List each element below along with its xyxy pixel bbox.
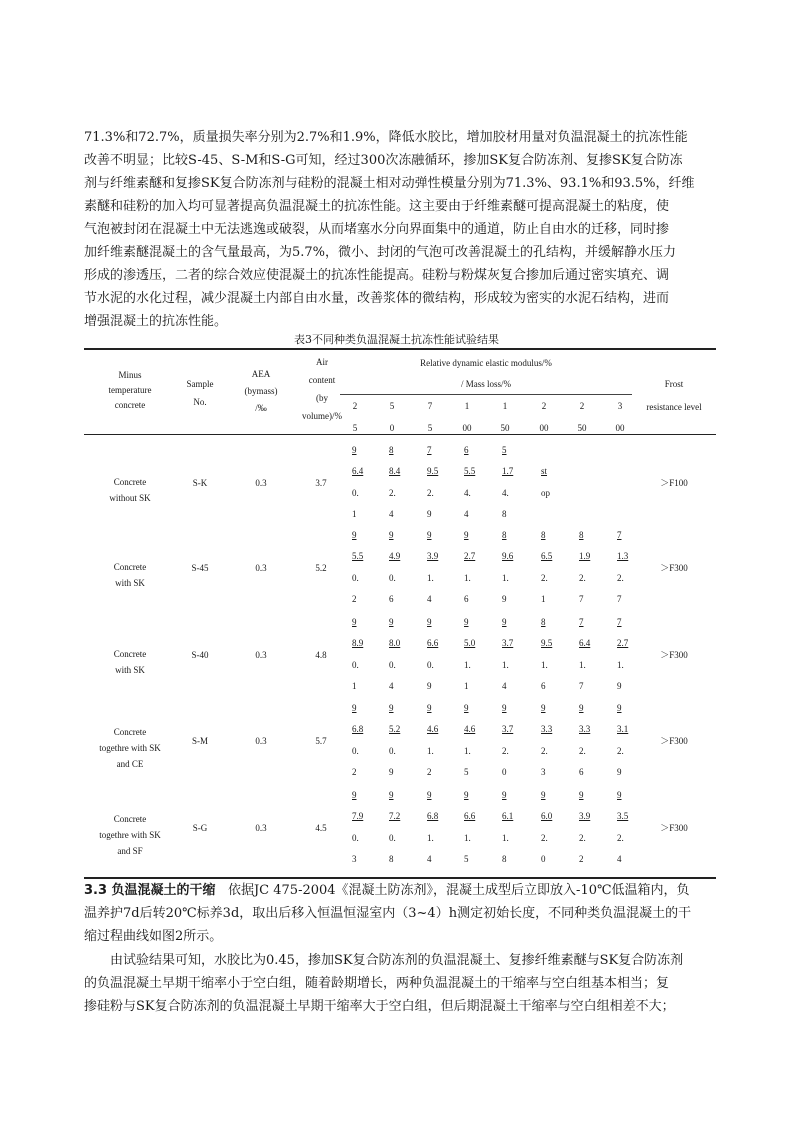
row-value: 6 [464,594,469,604]
row-value: 4. [464,488,471,498]
row-sample: S-45 [191,563,209,573]
paragraph-line: 71.3%和72.7%，质量损失率分别为2.7%和1.9%，降低水胶比，增加胶材用量对负温混凝土的抗冻性能 [84,130,688,145]
row-concrete-name: Concrete [113,477,147,487]
row-value: 0. [389,660,396,670]
row-value: 9 [427,703,432,713]
header-air: content [308,375,336,385]
row-value: 9 [427,509,432,519]
row-value: 3.9 [427,551,439,561]
row-value: 5 [464,767,469,777]
row-value: 4 [502,681,507,691]
row-value: 4.6 [427,724,439,734]
row-value: 9.6 [502,551,514,561]
row-value: 0. [389,746,396,756]
row-value: 3 [352,854,357,864]
row-value: 0. [427,660,434,670]
paragraph-line: 剂与纤维素醚和复掺SK复合防冻剂与硅粉的混凝土相对动弹性模量分别为71.3%、93.1%和93.5%，纤维 [84,176,695,191]
row-value: 8.9 [352,638,364,648]
header-cycle: 00 [539,423,549,433]
row-value: 8 [502,509,507,519]
row-value: 4.9 [389,551,401,561]
header-cycle: 0 [389,423,395,433]
top-paragraph [84,126,716,333]
header-cycle: 1 [464,401,470,411]
row-value: 9 [389,617,394,627]
row-value: 6.0 [541,811,553,821]
row-value: 9 [541,703,546,713]
row-value: 4.6 [464,724,476,734]
row-sample: S-K [192,478,208,488]
row-sample: S-G [192,823,208,833]
paragraph-line: 改善不明显；比较S-45、S-M和S-G可知，经过300次冻融循环，掺加SK复合防冻剂、复掺SK复合防冻 [84,153,683,168]
row-value: 6.4 [579,638,591,648]
row-value: 2. [427,488,434,498]
row-aea: 0.3 [255,736,267,746]
row-value: 9 [352,445,357,455]
row-value: 4 [617,854,622,864]
row-value: 2. [541,746,548,756]
row-concrete-name: togethre with SK [99,743,161,753]
header-cycle: 5 [427,423,433,433]
header-cycle: 00 [462,423,472,433]
row-aea: 0.3 [255,563,267,573]
row-value: 1. [464,573,471,583]
row-value: 8 [579,530,584,540]
row-value: 1 [541,594,546,604]
row-value: 5.2 [389,724,401,734]
row-concrete-name: and CE [116,759,144,769]
row-value: 8.4 [389,466,401,476]
row-value: 5 [464,854,469,864]
row-value: 4. [502,488,509,498]
header-aea: AEA [251,369,271,379]
header-cycle: 2 [352,401,358,411]
bottom-line-1: 由试验结果可知，水胶比为0.45，掺加SK复合防冻剂的负温混凝土、复掺纤维素醚与SK复合防冻剂 [110,953,684,968]
row-value: 9 [502,594,507,604]
bottom-paragraph [84,949,716,1018]
header-cycle: 50 [500,423,510,433]
row-frost-level: ＞F300 [660,563,688,573]
row-value: 1. [464,660,471,670]
row-value: 0 [502,767,507,777]
row-value: 1. [502,660,509,670]
row-frost-level: ＞F100 [660,478,688,488]
row-value: 1. [427,573,434,583]
row-value: 1. [502,833,509,843]
row-value: 6.5 [541,551,553,561]
header-frost: Frost [664,379,684,389]
row-value: 6.1 [502,811,514,821]
row-value: 5.5 [352,551,364,561]
header-cycle: 2 [541,401,547,411]
row-value: 8 [541,617,546,627]
header-air: (by [316,393,328,403]
row-value: st [541,466,548,476]
section-line-2: 温养护7d后转20℃标养3d，取出后移入恒温恒湿室内（3~4）h测定初始长度，不同种类负温混凝土的干 [84,906,692,921]
row-value: 9 [389,703,394,713]
header-rdem: Relative dynamic elastic modulus/% [420,358,552,368]
row-concrete-name: with SK [115,578,145,588]
row-value: 6 [541,681,546,691]
table-header-rule [84,434,716,435]
row-value: 1.9 [579,551,591,561]
row-value: 8 [389,445,394,455]
row-value: op [541,488,550,498]
row-concrete-name: Concrete [113,562,147,572]
row-value: 1 [352,681,357,691]
row-value: 9 [427,617,432,627]
row-value: 9 [427,681,432,691]
row-value: 9 [389,767,394,777]
row-value: 6 [389,594,394,604]
row-concrete-name: togethre with SK [99,830,161,840]
header-cycle: 1 [502,401,508,411]
row-value: 8 [541,530,546,540]
row-value: 1.3 [617,551,629,561]
row-value: 7 [579,681,584,691]
header-cycle: 5 [352,423,358,433]
header-cycle: 00 [615,423,625,433]
row-value: 7 [427,445,432,455]
row-value: 9 [352,530,357,540]
row-value: 7 [579,594,584,604]
row-aea: 0.3 [255,650,267,660]
row-aea: 0.3 [255,823,267,833]
paragraph-line: 气泡被封闭在混凝土中无法逃逸或破裂，从而堵塞水分向界面集中的通道，防止自由水的迁移，同时掺 [84,222,670,237]
row-air: 4.8 [315,650,327,660]
row-value: 0. [352,488,359,498]
row-value: 3.1 [617,724,629,734]
header-concrete: concrete [114,400,146,410]
row-value: 9 [427,530,432,540]
row-value: 7.9 [352,811,364,821]
header-sample: Sample [186,379,214,389]
row-value: 2. [579,833,586,843]
row-sample: S-40 [191,650,209,660]
row-value: 2 [352,767,357,777]
row-frost-level: ＞F300 [660,650,688,660]
row-value: 2 [427,767,432,777]
row-value: 7 [617,530,622,540]
row-value: 8 [389,854,394,864]
row-value: 6.4 [352,466,364,476]
row-value: 5.5 [464,466,476,476]
header-air: volume)/% [302,411,342,421]
row-value: 9 [502,703,507,713]
row-value: 0. [352,660,359,670]
row-value: 8 [502,530,507,540]
row-value: 3.3 [579,724,591,734]
table-top-rule [84,348,716,350]
row-value: 2. [617,573,624,583]
row-value: 9 [427,790,432,800]
row-value: 9 [617,681,622,691]
section-line-3: 缩过程曲线如图2所示。 [84,929,223,944]
row-value: 3.7 [502,724,514,734]
row-value: 4 [389,509,394,519]
row-value: 8.0 [389,638,401,648]
header-cycle: 5 [389,401,395,411]
row-value: 9 [617,767,622,777]
row-value: 5.0 [464,638,476,648]
row-concrete-name: with SK [115,665,145,675]
row-value: 9 [464,703,469,713]
row-value: 1. [464,746,471,756]
row-value: 2.7 [617,638,629,648]
row-value: 9 [464,617,469,627]
row-value: 6 [579,767,584,777]
row-value: 9 [541,790,546,800]
row-value: 2. [617,833,624,843]
paragraph-line: 增强混凝土的抗冻性能。 [84,314,228,329]
row-value: 9 [617,703,622,713]
row-value: 1. [541,660,548,670]
header-concrete: temperature [108,385,152,395]
row-value: 0. [352,746,359,756]
section-3-3 [84,879,716,948]
paragraph-line: 节水泥的水化过程，减少混凝土内部自由水量，改善浆体的微结构，形成较为密实的水泥石结构，进而 [84,291,670,306]
row-concrete-name: Concrete [113,727,147,737]
header-aea: /‰ [255,403,267,413]
row-value: 9 [579,703,584,713]
row-value: 3.3 [541,724,553,734]
row-value: 9 [502,790,507,800]
row-value: 2.7 [464,551,476,561]
row-value: 2. [389,488,396,498]
header-aea: (bymass) [244,386,278,396]
row-value: 2. [541,833,548,843]
paragraph-line: 素醚和硅粉的加入均可显著提高负温混凝土的抗冻性能。这主要由于纤维素醚可提高混凝土的粘度，使 [84,199,670,214]
row-value: 7.2 [389,811,401,821]
row-value: 1. [464,833,471,843]
row-value: 1. [617,660,624,670]
row-value: 0. [389,833,396,843]
row-value: 1. [427,833,434,843]
row-value: 9 [389,790,394,800]
row-value: 1. [579,660,586,670]
row-value: 4 [464,509,469,519]
row-value: 9 [617,790,622,800]
row-value: 1.7 [502,466,514,476]
header-cycle: 2 [579,401,585,411]
row-value: 1. [502,573,509,583]
row-value: 2. [541,573,548,583]
row-aea: 0.3 [255,478,267,488]
row-value: 2. [579,746,586,756]
row-air: 3.7 [315,478,327,488]
row-value: 9 [352,790,357,800]
section-line-1: 依据JC 475-2004《混凝土防冻剂》，混凝土成型后立即放入-10℃低温箱内，负 [227,883,690,898]
row-air: 5.2 [315,563,327,573]
header-sample: No. [193,397,207,407]
row-concrete-name: Concrete [113,814,147,824]
header-cycle: 50 [577,423,587,433]
row-value: 6.8 [427,811,439,821]
rdem-sub-rule [340,394,632,395]
row-value: 4 [427,594,432,604]
row-concrete-name: Concrete [113,649,147,659]
row-value: 0. [389,573,396,583]
row-value: 7 [617,594,622,604]
row-value: 3 [541,767,546,777]
row-value: 7 [579,617,584,627]
row-value: 3.5 [617,811,629,821]
row-value: 9 [464,530,469,540]
row-value: 9.5 [427,466,439,476]
row-value: 7 [617,617,622,627]
header-frost: resistance level [646,402,702,412]
row-air: 5.7 [315,736,327,746]
row-value: 2 [352,594,357,604]
table-caption: 表3不同种类负温混凝土抗冻性能试验结果 [294,333,499,346]
row-concrete-name: and SF [117,846,143,856]
row-value: 6.6 [464,811,476,821]
section-heading: 3.3 负温混凝土的干缩 [84,883,216,898]
row-value: 6.6 [427,638,439,648]
row-value: 2. [579,573,586,583]
row-frost-level: ＞F300 [660,823,688,833]
row-value: 1 [464,681,469,691]
header-cycle: 3 [617,401,623,411]
row-value: 0. [352,573,359,583]
row-value: 6 [464,445,469,455]
row-value: 4 [389,681,394,691]
header-air: Air [316,357,328,367]
row-air: 4.5 [315,823,327,833]
row-value: 9.5 [541,638,553,648]
row-value: 2. [502,746,509,756]
row-value: 2 [579,854,584,864]
row-value: 8 [502,854,507,864]
row-value: 3.9 [579,811,591,821]
row-frost-level: ＞F300 [660,736,688,746]
row-value: 9 [464,790,469,800]
row-value: 2. [617,746,624,756]
header-cycle: 7 [427,401,433,411]
paragraph-line: 加纤维素醚混凝土的含气量最高，为5.7%，微小、封闭的气泡可改善混凝土的孔结构，并缓解静水压力 [84,245,677,260]
row-value: 5 [502,445,507,455]
row-value: 1 [352,509,357,519]
row-concrete-name: without SK [109,493,151,503]
row-value: 9 [352,703,357,713]
row-value: 9 [352,617,357,627]
row-value: 4 [427,854,432,864]
header-mass-loss: / Mass loss/% [460,379,511,389]
bottom-line-3: 掺硅粉与SK复合防冻剂的负温混凝土早期干缩率大于空白组，但后期混凝土干缩率与空白组相差不大； [84,999,675,1014]
row-sample: S-M [191,736,208,746]
row-value: 9 [389,530,394,540]
row-value: 1. [427,746,434,756]
header-concrete: Minus [118,370,142,380]
paragraph-line: 形成的渗透压，二者的综合效应使混凝土的抗冻性能提高。硅粉与粉煤灰复合掺加后通过密实填充、调 [84,268,670,283]
bottom-line-2: 的负温混凝土早期干缩率小于空白组，随着龄期增长，两种负温混凝土的干缩率与空白组基本相当；复 [84,976,670,991]
row-value: 3.7 [502,638,514,648]
row-value: 9 [579,790,584,800]
row-value: 9 [502,617,507,627]
row-value: 0 [541,854,546,864]
row-value: 0. [352,833,359,843]
row-value: 6.8 [352,724,364,734]
